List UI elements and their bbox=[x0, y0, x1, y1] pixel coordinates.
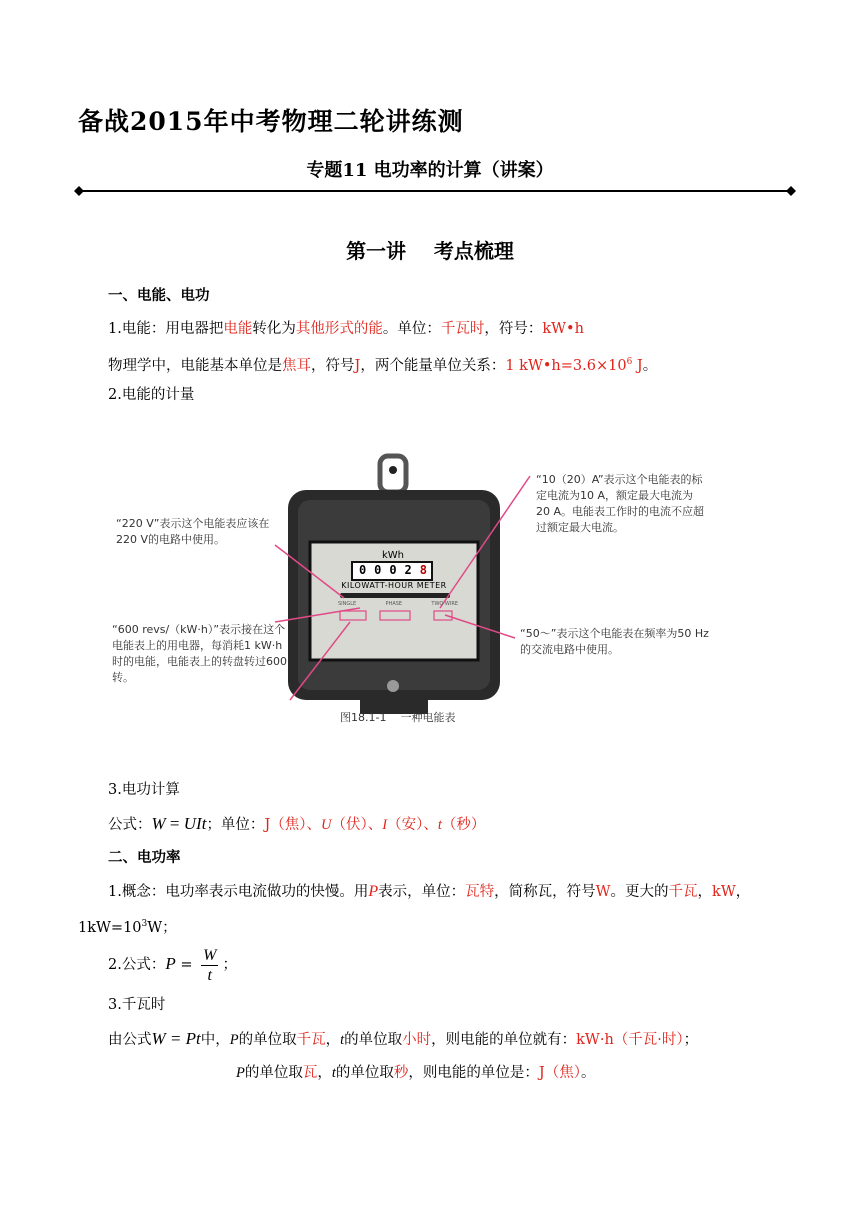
annotation-50hz: “50～”表示这个电能表在频率为50 Hz的交流电路中使用。 bbox=[520, 627, 709, 656]
meter-digit: 0 bbox=[389, 563, 397, 577]
meter-face-small-text bbox=[338, 601, 458, 607]
annotation-220v: “220 V”表示这个电能表应该在220 V的电路中使用。 bbox=[116, 517, 270, 546]
paragraph-kwh-derivation: 由公式W = Pt中，P的单位取千瓦，t的单位取小时，则电能的单位就有：kW·h（千瓦·时）； bbox=[108, 1029, 699, 1048]
section-heading-energy: 一、电能、电功 bbox=[108, 287, 210, 304]
meter-digit: 0 bbox=[374, 563, 382, 577]
meter-digit: 8 bbox=[419, 563, 427, 577]
meter-small-label: SINGLE bbox=[338, 601, 357, 607]
paragraph-power-kw-relation: $1kW=10^3W$； bbox=[78, 919, 177, 936]
paragraph-electric-energy: 1.电能：用电器把电能转化为其他形式的能。单位：千瓦时，符号：kW•h bbox=[108, 321, 584, 337]
paragraph-joule-derivation: P的单位取瓦，t的单位取秒，则电能的单位是：J（焦）。 bbox=[236, 1065, 596, 1081]
figure-caption: 图18.1-1 一种电能表 bbox=[340, 711, 456, 724]
annotation-rated-current: “10（20）A”表示这个电能表的标定电流为10 A，额定最大电流为20 A。电能表工作时的电流不应超过额定最大电流。 bbox=[536, 473, 705, 534]
formula-work: W = UIt bbox=[151, 814, 207, 833]
meter-digit: 0 bbox=[358, 563, 367, 577]
lecture-title: 第一讲 考点梳理 bbox=[346, 239, 514, 263]
paragraph-energy-metering: 2.电能的计量 bbox=[108, 387, 195, 403]
meter-small-label: TWO WIRE bbox=[431, 601, 458, 607]
meter-counter bbox=[355, 563, 431, 577]
formula-fraction: $\frac{W}{t}$ bbox=[203, 946, 217, 984]
meter-digit: 2 bbox=[404, 563, 412, 577]
paragraph-joule-unit: 物理学中，电能基本单位是焦耳，符号J，两个能量单位关系：1 $kW•h=3.6\times 10^6$ J。 bbox=[108, 357, 658, 374]
electricity-meter-figure bbox=[100, 450, 740, 740]
paragraph-work-formula: 公式：W = UIt；单位：J（焦）、U（伏）、I（安）、t（秒） bbox=[108, 814, 486, 833]
document-subtitle: 专题11 电功率的计算（讲案） bbox=[306, 160, 554, 181]
paragraph-kwh: 3.千瓦时 bbox=[108, 997, 166, 1013]
paragraph-work-calculation: 3.电功计算 bbox=[108, 782, 180, 798]
title-divider bbox=[74, 186, 796, 196]
document-title: 备战2015年中考物理二轮讲练测 bbox=[78, 107, 464, 136]
section-heading-power: 二、电功率 bbox=[108, 849, 181, 866]
meter-face-label: KILOWATT-HOUR METER bbox=[341, 581, 447, 590]
annotation-600revs: “600 revs/（kW·h）”表示接在这个电能表上的用电器，每消耗1 kW·h时的电能，电能表上的转盘转过600转。 bbox=[112, 623, 287, 684]
meter-small-label: PHASE bbox=[385, 601, 403, 607]
meter-unit-label: kWh bbox=[382, 550, 405, 561]
paragraph-power-concept: 1.概念：电功率表示电流做功的快慢。用P表示，单位：瓦特，简称瓦，符号W。更大的千瓦，kW， bbox=[108, 883, 751, 900]
paragraph-power-formula: 2.公式：P = $\frac{W}{t}$ ； bbox=[108, 946, 237, 984]
